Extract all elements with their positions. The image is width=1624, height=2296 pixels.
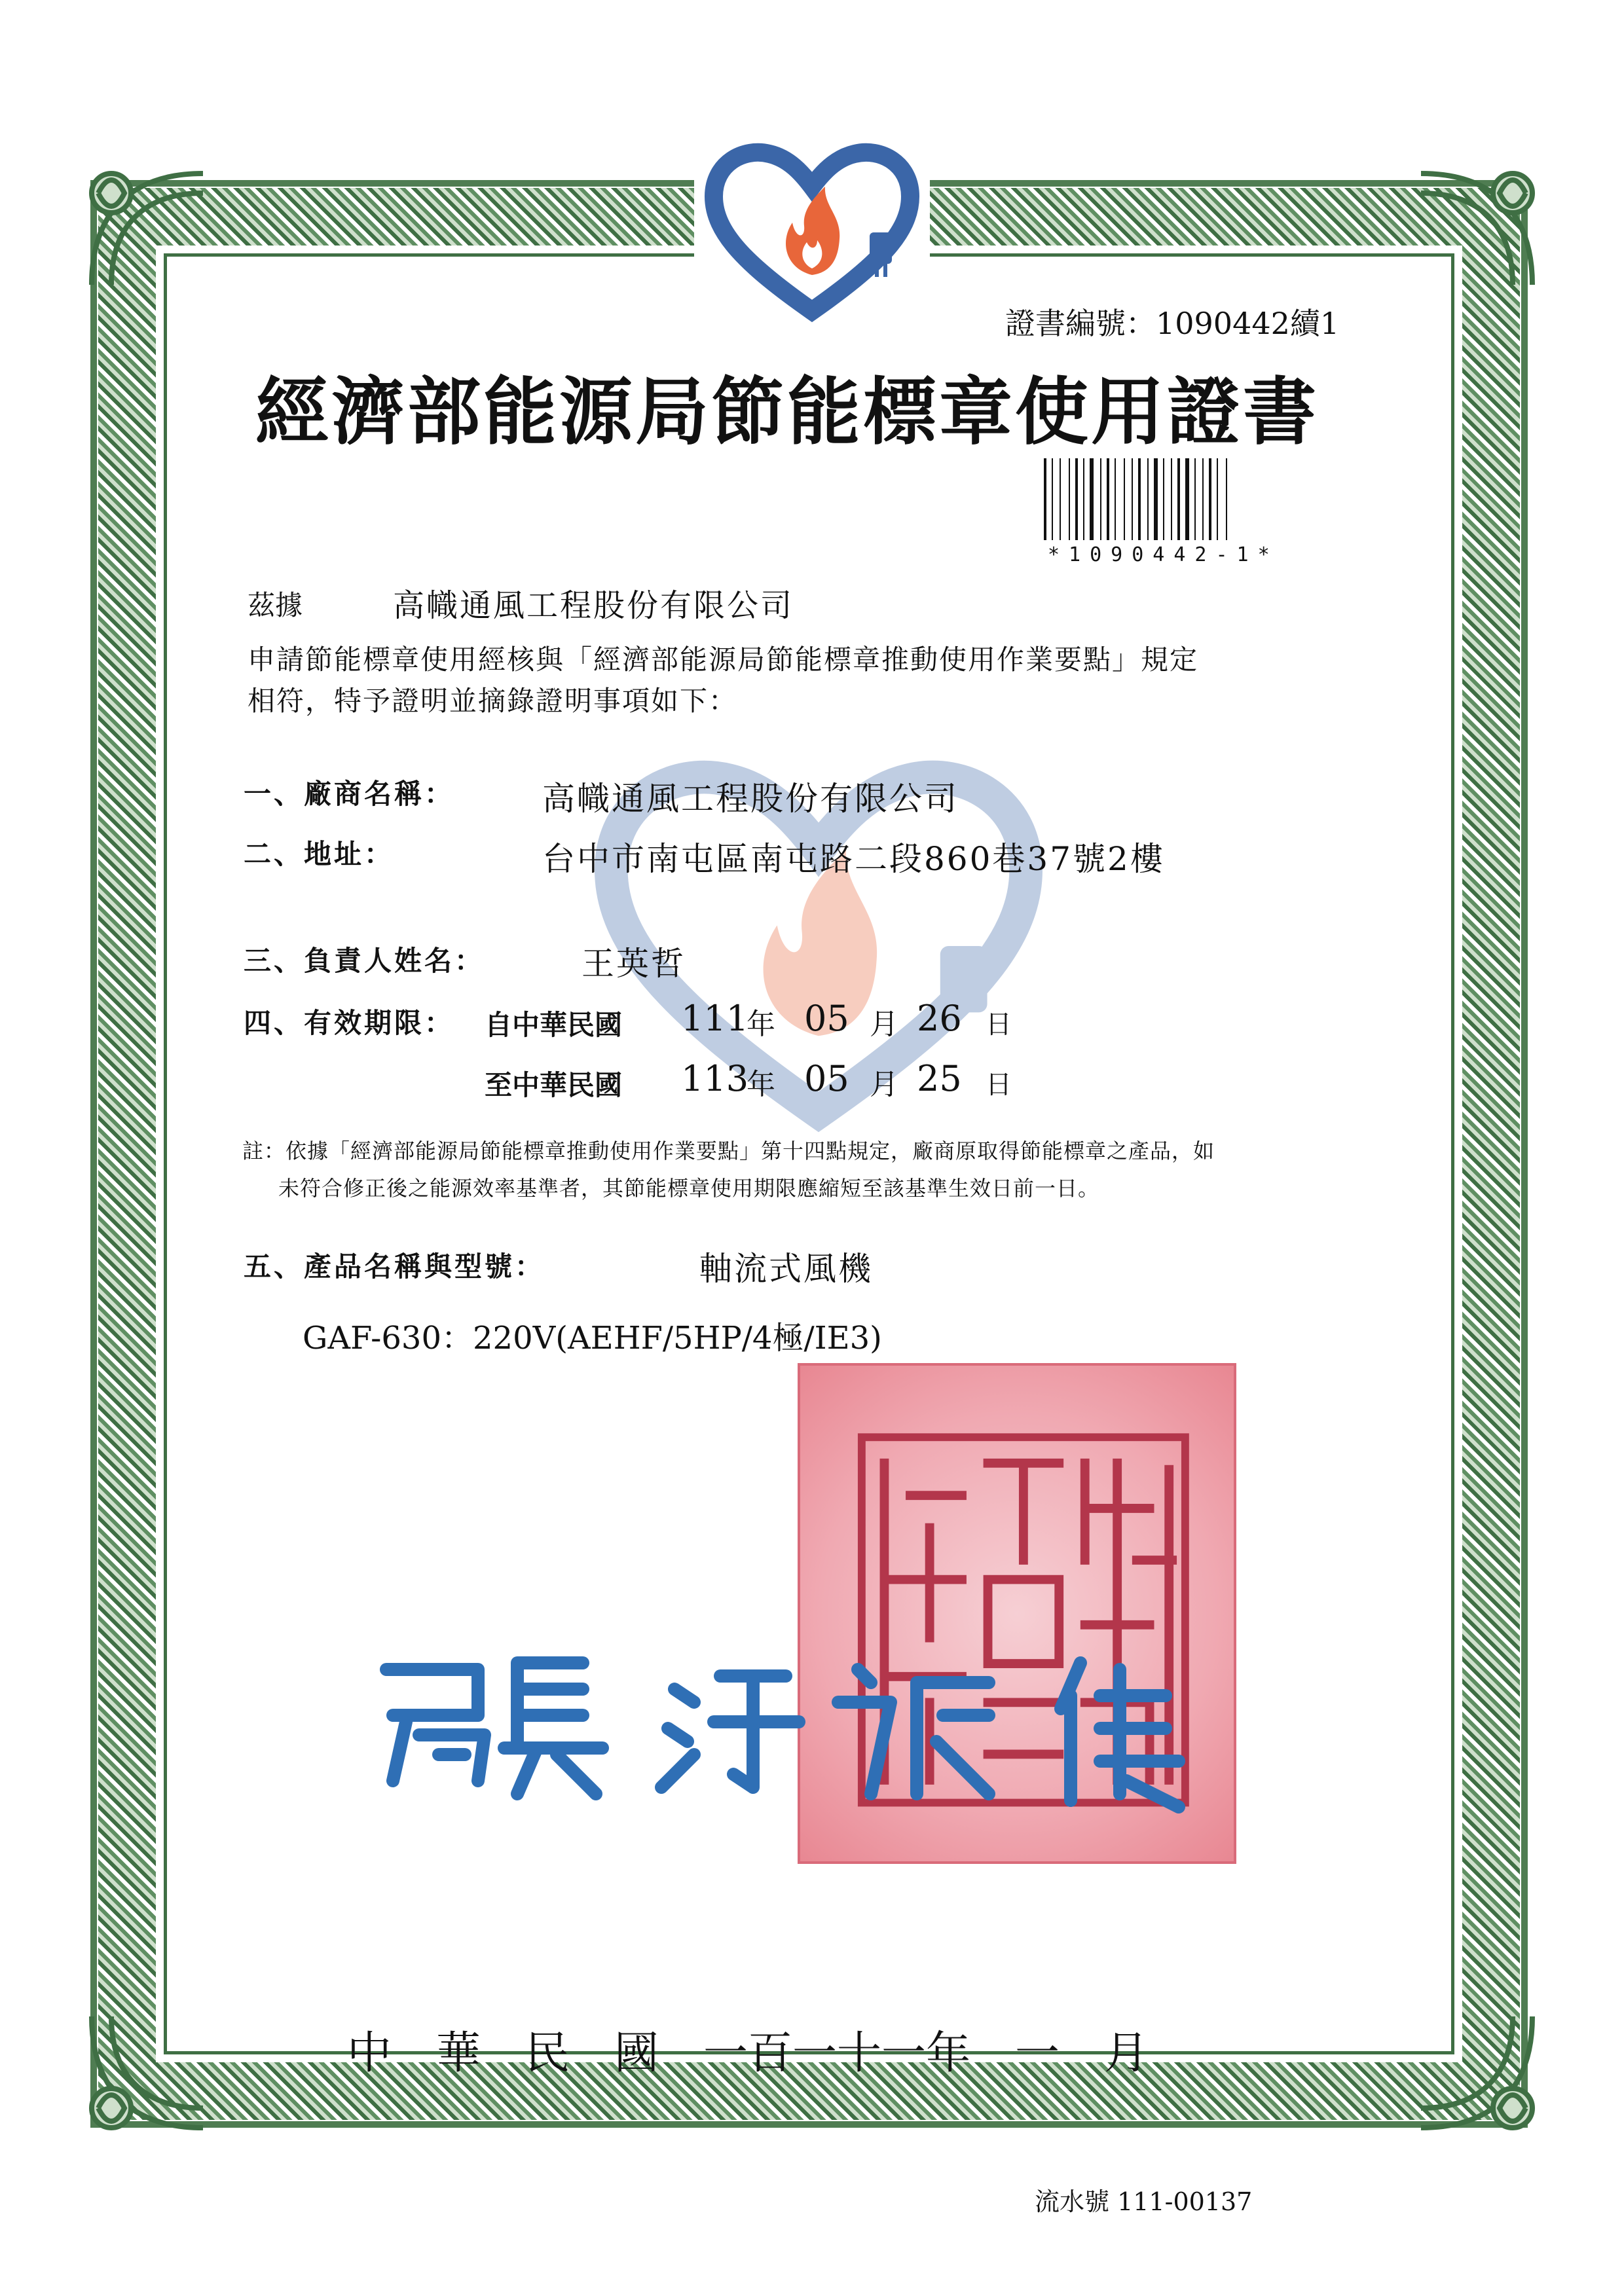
intro-statement-line-2: 相符，特予證明並摘錄證明事項如下： bbox=[248, 685, 738, 717]
manufacturer-value: 高幟通風工程股份有限公司 bbox=[542, 780, 959, 818]
corner-ornament-top-left bbox=[72, 154, 229, 311]
responsible-person-label: 三、負責人姓名： bbox=[244, 945, 485, 977]
note-line-2: 未符合修正後之能源效率基準者，其節能標章使用期限應縮短至該基準生效日前一日。 bbox=[278, 1176, 1100, 1201]
product-label: 五、產品名稱與型號： bbox=[244, 1250, 545, 1283]
certificate-number: 證書編號：1090442續1 bbox=[1005, 306, 1340, 341]
corner-ornament-bottom-right bbox=[1395, 1990, 1552, 2147]
validity-from-month: 05 bbox=[804, 998, 849, 1039]
address-value: 台中市南屯區南屯路二段860巷37號2樓 bbox=[542, 840, 1165, 878]
intro-company-name: 高幟通風工程股份有限公司 bbox=[393, 587, 794, 624]
validity-from-year-char: 年 bbox=[747, 1008, 775, 1041]
validity-to-prefix: 至中華民國 bbox=[485, 1069, 623, 1101]
corner-ornament-bottom-left bbox=[72, 1990, 229, 2147]
validity-to-month-char: 月 bbox=[870, 1068, 898, 1101]
corner-ornament-top-right bbox=[1395, 154, 1552, 311]
issue-date: 中 華 民 國 一百一十一年 一 月 bbox=[347, 2028, 1149, 2079]
validity-to-year-char: 年 bbox=[747, 1068, 775, 1101]
validity-from-day: 26 bbox=[917, 998, 962, 1039]
validity-to-day: 25 bbox=[917, 1058, 962, 1099]
validity-label: 四、有效期限： bbox=[244, 1007, 455, 1039]
responsible-person-value: 王英哲 bbox=[581, 945, 686, 983]
manufacturer-label: 一、廠商名稱： bbox=[244, 778, 455, 810]
validity-to-day-char: 日 bbox=[986, 1070, 1012, 1100]
validity-from-prefix: 自中華民國 bbox=[485, 1009, 623, 1041]
barcode-text: *1090442-1* bbox=[1048, 543, 1279, 566]
address-label: 二、地址： bbox=[244, 838, 395, 870]
intro-statement-line-1: 申請節能標章使用經核與「經濟部能源局節能標章推動使用作業要點」規定 bbox=[248, 644, 1199, 676]
validity-to-month: 05 bbox=[804, 1058, 849, 1099]
intro-label: 茲據 bbox=[248, 589, 303, 621]
product-value: 軸流式風機 bbox=[699, 1250, 873, 1288]
barcode bbox=[1041, 458, 1336, 540]
director-signature bbox=[367, 1630, 1270, 1813]
validity-from-day-char: 日 bbox=[986, 1010, 1012, 1040]
energy-label-logo-icon bbox=[694, 134, 930, 331]
validity-to-year: 113 bbox=[681, 1058, 749, 1099]
certificate-title: 經濟部能源局節能標章使用證書 bbox=[255, 369, 1319, 455]
validity-from-year: 111 bbox=[681, 998, 749, 1039]
validity-from-month-char: 月 bbox=[870, 1008, 898, 1041]
product-model: GAF-630：220V(AEHF/5HP/4極/IE3) bbox=[303, 1320, 882, 1357]
note-line-1: 註：依據「經濟部能源局節能標章推動使用作業要點」第十四點規定，廠商原取得節能標章之產品，如 bbox=[242, 1139, 1215, 1163]
serial-number: 流水號 111-00137 bbox=[1035, 2187, 1253, 2216]
